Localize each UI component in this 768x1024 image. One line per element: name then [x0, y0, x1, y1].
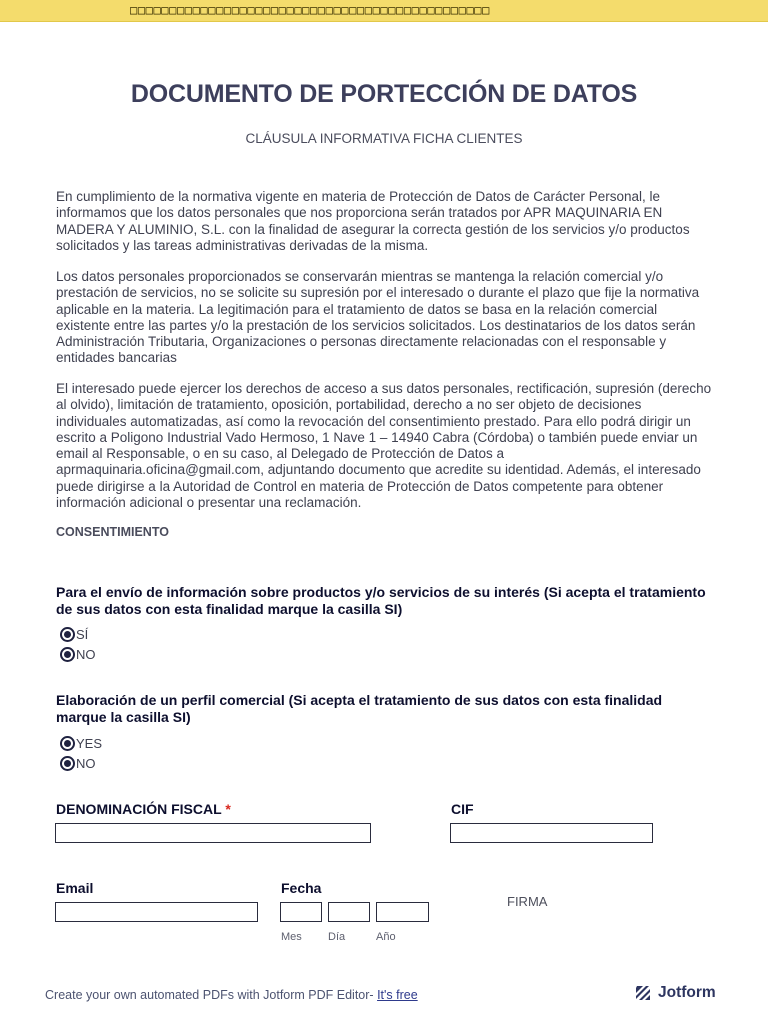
paragraph-retention: Los datos personales proporcionados se conservarán mientras se mantenga la relación comercial y/o prestación de servicios, no se solicite su supresión por el interesado o durante el plazo que fije la normativa aplicable en la materia. La legitimación para el tratamiento de datos se basa en la relación comercial existente entre las partes y/o la prestación de los servicios solicitados. Los destinatarios de los datos serán Administración Tributaria, Organizaciones o personas directamente relacionadas con el responsable y entidades bancarias	[56, 269, 700, 366]
radio-option-label: NO	[76, 755, 96, 771]
fecha-day-sublabel: Día	[328, 931, 346, 943]
paragraph-rights: El interesado puede ejercer los derechos de acceso a sus datos personales, rectificación, supresión (derecho al olvido), limitación de tratamiento, oposición, portabilidad, derecho a no ser objeto de decisiones individuales automatizadas, así como la revocación del consentimiento prestado. Para ello podrá dirigir un escrito a Poligono Industrial Vado Hermoso, 1 Nave 1 – 14940 Cabra (Córdoba) o también puede enviar un email al Responsable, o en su caso, al Delegado de Protección de Datos a aprmaquinaria.oficina@gmail.com, adjuntando documento que acredite su identidad. Además, el interesado puede dirigirse a la Autoridad de Control en materia de Protección de Datos competente para obtener información adicional o presentar una reclamación.	[56, 381, 712, 511]
radio-button[interactable]	[60, 627, 75, 642]
radio-option-no-profile[interactable]	[60, 755, 96, 771]
jotform-brand-name: Jotform	[658, 984, 716, 1001]
banner-text: □□□□□□□□□□□□□□□□□□□□□□□□□□□□□□□□□□□□□□□□□□□□□□	[130, 3, 490, 17]
cif-label: CIF	[451, 801, 474, 817]
radio-button[interactable]	[60, 756, 75, 771]
its-free-link[interactable]: It's free	[377, 988, 418, 1002]
footer-promo: Create your own automated PDFs with Jotform PDF Editor- It's free	[45, 988, 418, 1002]
fecha-year-input[interactable]	[376, 902, 429, 922]
fecha-label: Fecha	[281, 880, 322, 896]
radio-option-label: SÍ	[76, 626, 89, 642]
consent-heading: CONSENTIMIENTO	[56, 525, 169, 539]
jotform-logo-icon	[634, 984, 652, 1002]
denominacion-label: DENOMINACIÓN FISCAL *	[56, 801, 231, 817]
cif-input[interactable]	[450, 823, 653, 843]
document-subtitle: CLÁUSULA INFORMATIVA FICHA CLIENTES	[245, 131, 523, 146]
fecha-month-input[interactable]	[280, 902, 322, 922]
radio-option-label: NO	[76, 646, 96, 662]
fecha-month-sublabel: Mes	[281, 931, 302, 943]
paragraph-purpose: En cumplimiento de la normativa vigente en materia de Protección de Datos de Carácter Personal, le informamos que los datos personales que nos proporciona serán tratados por APR MAQUINARIA EN MADERA Y ALUMINIO, S.L. con la finalidad de asegurar la correcta gestión de los servicios y/o productos solicitados y las tareas administrativas derivadas de la misma.	[56, 189, 690, 253]
fecha-day-input[interactable]	[328, 902, 370, 922]
top-banner	[0, 0, 768, 22]
radio-option-yes[interactable]	[60, 735, 102, 751]
question-info-consent: Para el envío de información sobre productos y/o servicios de su interés (Si acepta el tratamiento de sus datos con esta finalidad marque la casilla SI)	[56, 584, 706, 617]
required-asterisk: *	[225, 801, 231, 817]
email-label: Email	[56, 880, 94, 896]
email-input[interactable]	[55, 902, 258, 922]
radio-option-label: YES	[76, 735, 103, 751]
jotform-brand[interactable]	[634, 984, 716, 1002]
firma-label: FIRMA	[507, 894, 548, 909]
radio-option-si[interactable]	[60, 626, 88, 642]
denominacion-fiscal-input[interactable]	[55, 823, 371, 843]
radio-button[interactable]	[60, 647, 75, 662]
fecha-year-sublabel: Año	[376, 931, 396, 943]
radio-option-no[interactable]	[60, 646, 96, 662]
document-title: DOCUMENTO DE PORTECCIÓN DE DATOS	[130, 80, 638, 108]
question-profile-consent: Elaboración de un perfil comercial (Si acepta el tratamiento de sus datos con esta finalidad marque la casilla SI)	[56, 692, 663, 725]
radio-button[interactable]	[60, 736, 75, 751]
